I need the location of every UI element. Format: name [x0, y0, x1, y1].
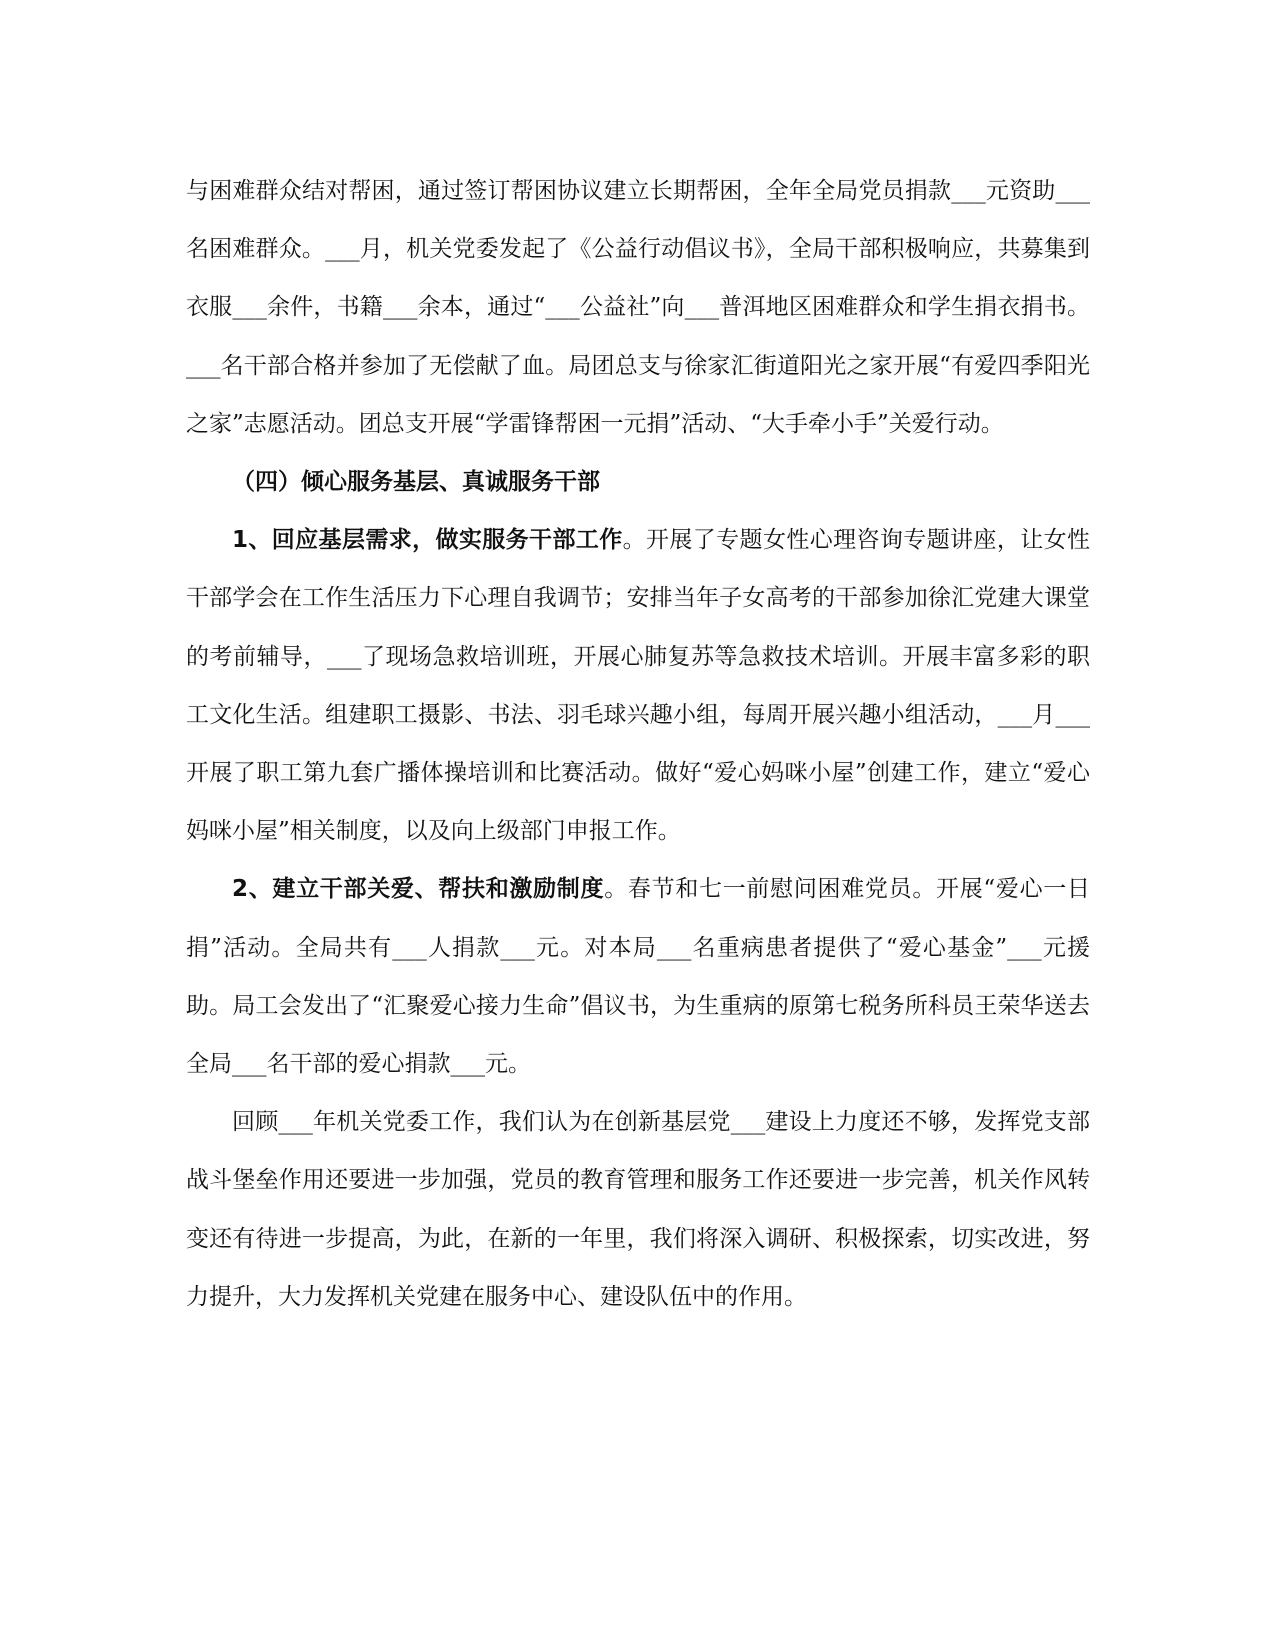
paragraph-continuation: 与困难群众结对帮困，通过签订帮困协议建立长期帮困，全年全局党员捐款___元资助___名困难群众。___月，机关党委发起了《公益行动倡议书》，全局干部积极响应，共募集到衣服___余件，书籍___余本，通过“___公益社”向___普洱地区困难群众和学生捐衣捐书。___名干部合格并参加了无偿献了血。局团总支与徐家汇街道阳光之家开展“有爱四季阳光之家”志愿活动。团总支开展“学雷锋帮困一元捐”活动、“大手牵小手”关爱行动。: [186, 178, 1090, 437]
item-2-body: 。春节和七一前慰问困难党员。开展“爱心一日捐”活动。全局共有___人捐款___元。对本局___名重病患者提供了“爱心基金”___元援助。局工会发出了“汇聚爱心接力生命”倡议书，为生重病的原第七税务所科员王荣华送去全局___名干部的爱心捐款___元。: [186, 876, 1090, 1078]
paragraph-review: 回顾___年机关党委工作，我们认为在创新基层党___建设上力度还不够，发挥党支部战斗堡垒作用还要进一步加强，党员的教育管理和服务工作还要进一步完善，机关作风转变还有待进一步提高，为此，在新的一年里，我们将深入调研、积极探索，切实改进，努力提升，大力发挥机关党建在服务中心、建设队伍中的作用。: [186, 1109, 1090, 1310]
item-1-body: 。开展了专题女性心理咨询专题讲座，让女性干部学会在工作生活压力下心理自我调节；安排当年子女高考的干部参加徐汇党建大课堂的考前辅导，___了现场急救培训班，开展心肺复苏等急救技术培训。开展丰富多彩的职工文化生活。组建职工摄影、书法、羽毛球兴趣小组，每周开展兴趣小组活动，___月___开展了职工第九套广播体操培训和比赛活动。做好“爱心妈咪小屋”创建工作，建立“爱心妈咪小屋”相关制度，以及向上级部门申报工作。: [186, 527, 1090, 845]
section-heading: （四）倾心服务基层、真诚服务干部: [232, 469, 600, 496]
paragraph-item-1: [186, 511, 1090, 860]
document-page: [186, 162, 1090, 1326]
item-2-lead: 2、建立干部关爱、帮扶和激励制度: [232, 876, 605, 903]
item-1-lead: 1、回应基层需求，做实服务干部工作: [232, 527, 623, 554]
paragraph-item-2: [186, 860, 1090, 1093]
